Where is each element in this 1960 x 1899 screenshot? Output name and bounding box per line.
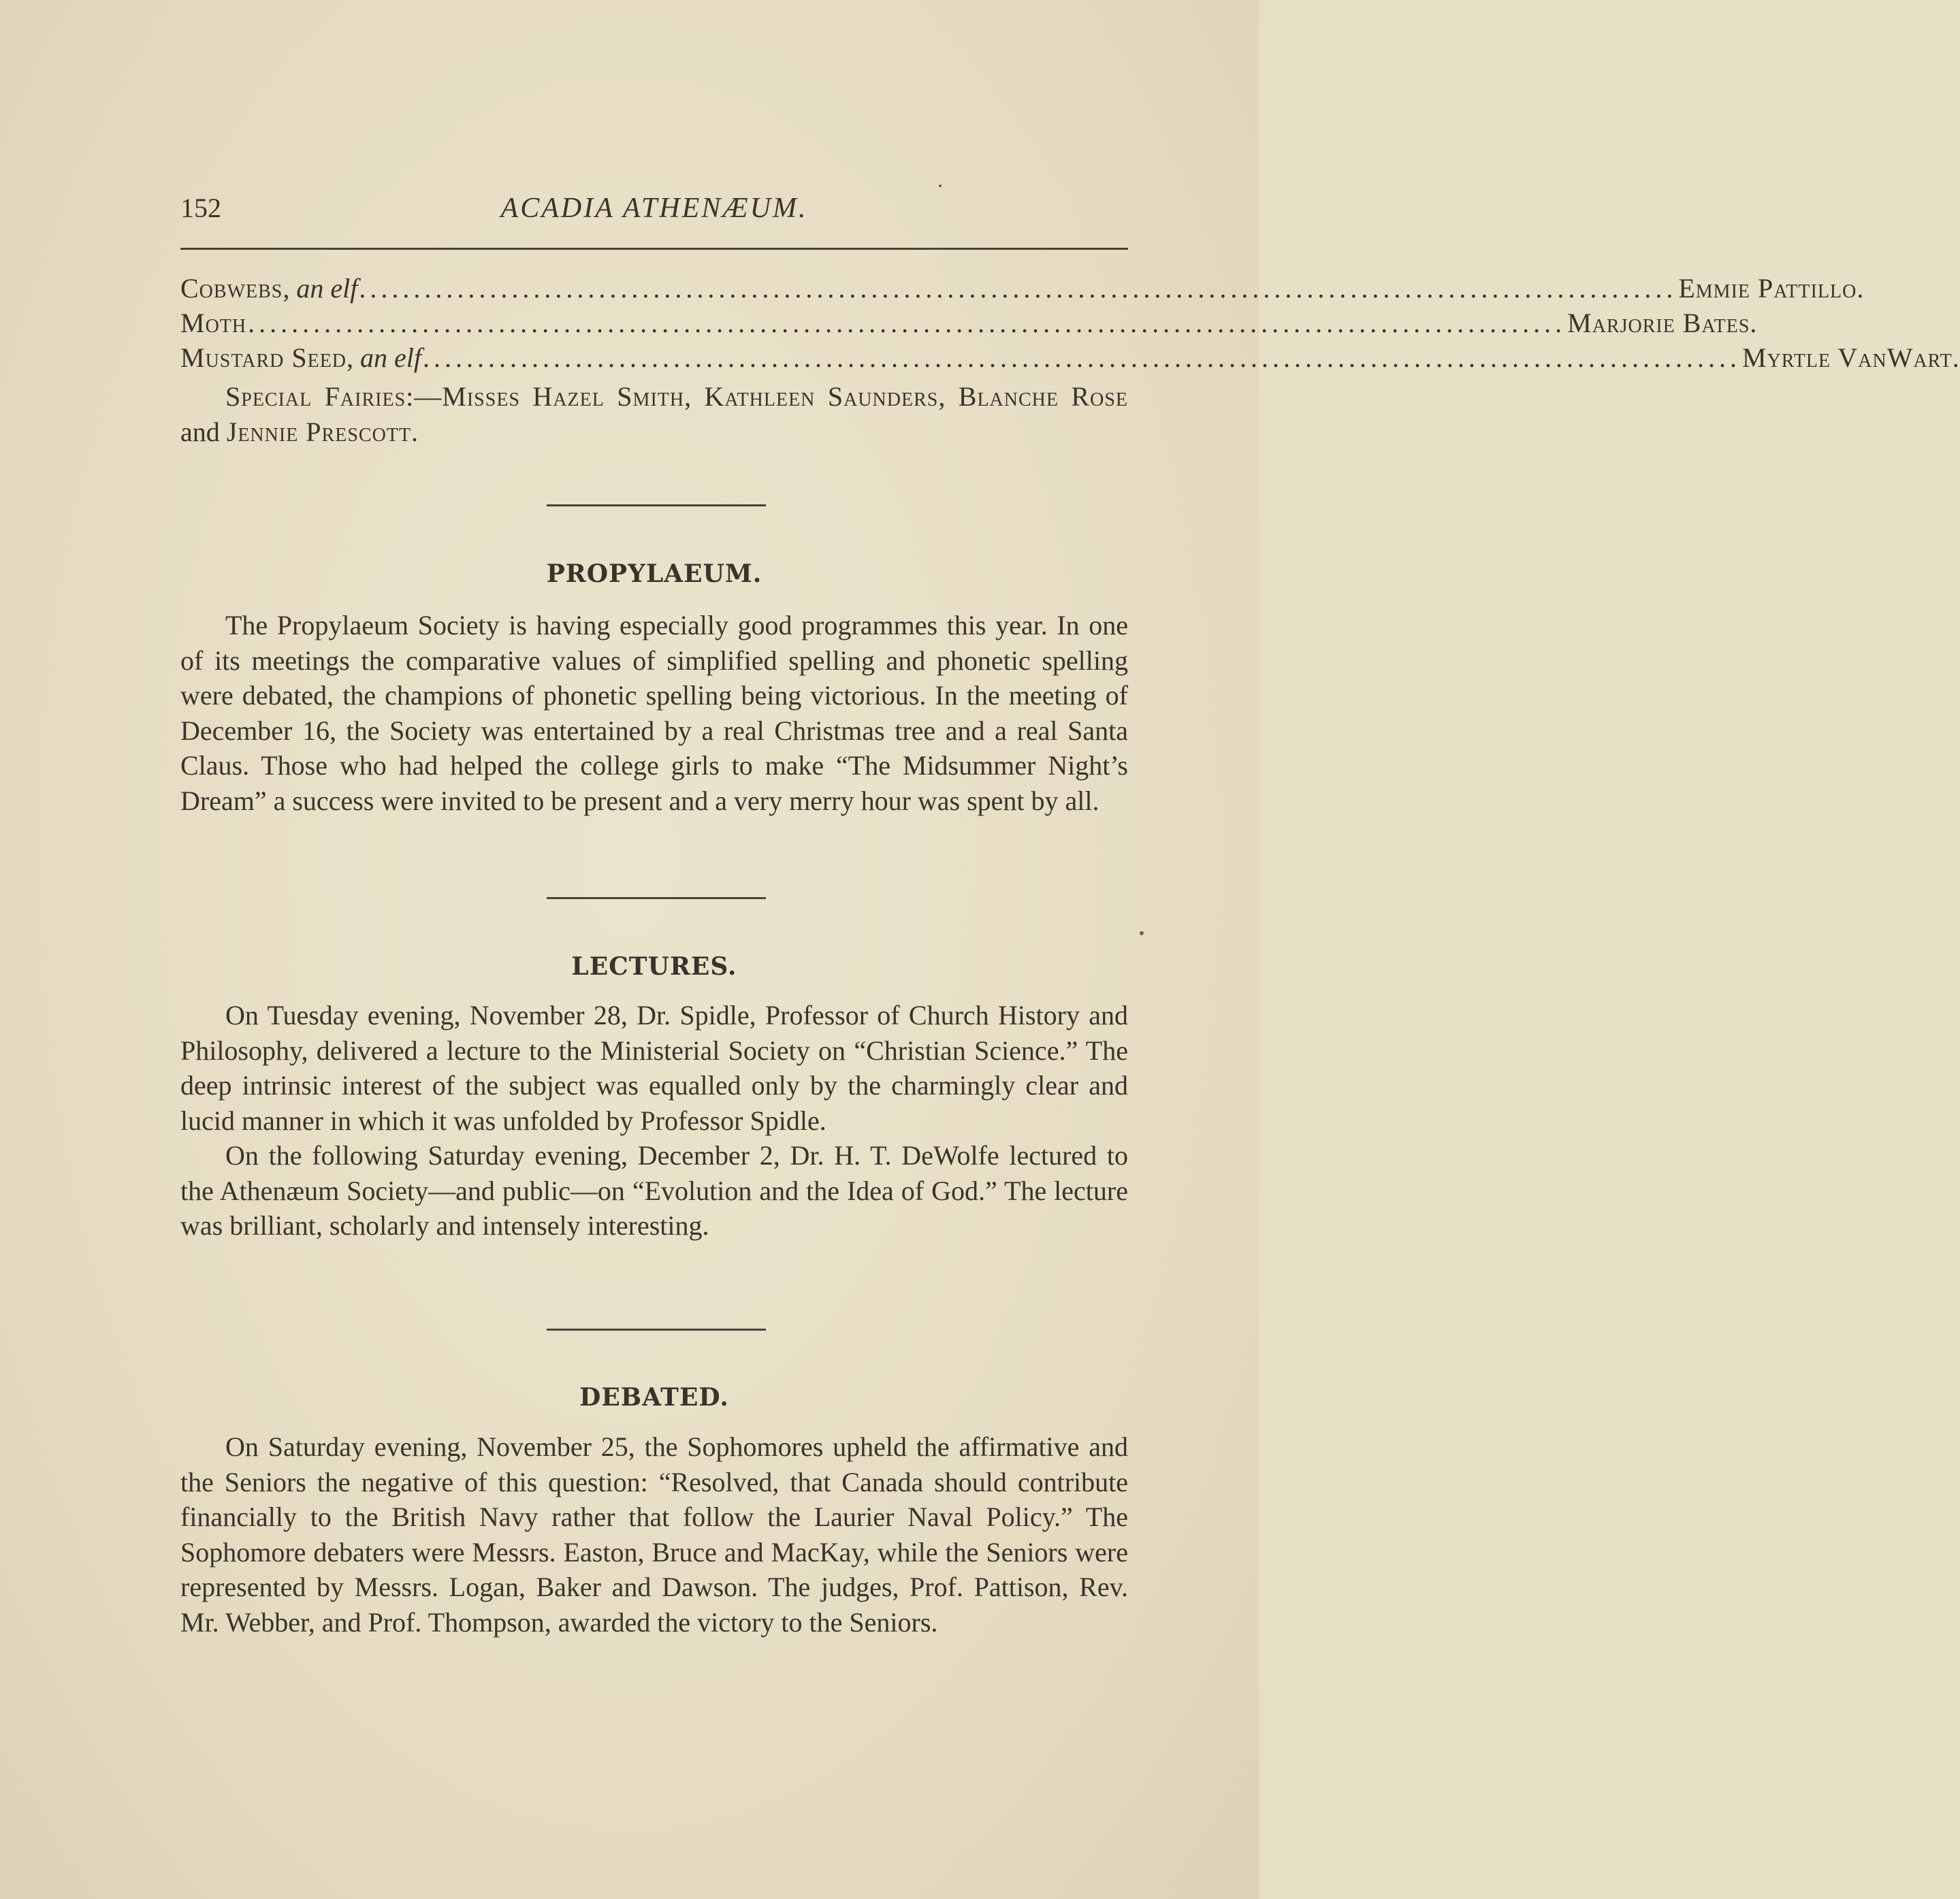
leader-dots: .........................................................................................................................	[359, 273, 1677, 304]
section-title-lectures: LECTURES.	[571, 952, 737, 981]
cast-note: an elf	[360, 342, 421, 373]
cast-line	[180, 306, 1758, 340]
section-body-debated	[180, 1429, 1128, 1640]
leader-dots: .........................................................................................................................	[248, 308, 1567, 338]
running-head	[180, 192, 1128, 233]
cast-actor: Emmie Pattillo.	[1678, 273, 1865, 304]
special-fairies	[180, 379, 1128, 450]
section-divider	[547, 897, 766, 899]
cast-line: Cobwebs , an elf ......................................................................................................................... Emmie Pattillo.	[180, 271, 1128, 306]
paragraph: On Saturday evening, November 25, the Sophomores upheld the affirmative and the Seniors the negative of this question: “Resolved, that Canada should contribute financially to the British Navy rather that follow the Laurier Naval Policy.” The Sophomore debaters were Messrs. Easton, Bruce and MacKay, while the Seniors were represented by Messrs. Logan, Baker and Dawson. The judges, Prof. Pattison, Rev. Mr. Webber, and Prof. Thompson, awarded the victory to the Seniors.	[180, 1431, 1128, 1638]
paragraph: The Propylaeum Society is having especially good programmes this year. In one of its meetings the comparative values of simplified spelling and phonetic spelling were debated, the champions of phonetic spelling being victorious. In the meeting of December 16, the Society was entertained by a real Christmas tree and a real Santa Claus. Those who had helped the college girls to make “The Midsummer Night’s Dream” a success were invited to be present and a very merry hour was spent by all.	[180, 610, 1128, 816]
journal-title: ACADIA ATHENÆUM.	[500, 193, 808, 224]
section-body-propylaeum	[180, 608, 1128, 818]
section-title-debated: DEBATED.	[579, 1383, 729, 1412]
cast-actor: Myrtle VanWart.	[1742, 342, 1960, 373]
header-rule	[180, 248, 1128, 250]
cast-role: Moth	[180, 308, 247, 338]
page-number: 152	[180, 193, 221, 223]
paragraph: On Tuesday evening, November 28, Dr. Spidle, Professor of Church History and Philosophy, delivered a lecture to the Ministerial Society on “Christian Science.” The deep intrinsic interest of the subject was equalled only by the charmingly clear and lucid manner in which it was unfolded by Professor Spidle.	[180, 1000, 1128, 1136]
section-body-lectures	[180, 998, 1128, 1244]
section-divider	[547, 1329, 766, 1331]
cast-line: Mustard Seed , an elf ......................................................................................................................... Myrtle VanWart.	[180, 340, 1128, 375]
cast-note: an elf	[296, 273, 358, 304]
special-fairies-and: and	[180, 417, 227, 447]
special-fairies-names: —Misses Hazel Smith, Kathleen Saunders, Blanche Rose	[414, 381, 1129, 412]
section-title-propylaeum: PROPYLAEUM.	[546, 559, 762, 588]
cast-role: Mustard Seed	[180, 342, 347, 373]
cast-role: Cobwebs	[180, 273, 283, 304]
special-fairies-label: Special Fairies:	[225, 381, 415, 412]
cast-list	[180, 271, 1960, 450]
paper-speck	[939, 184, 942, 187]
special-fairies-last: Jennie Prescott.	[226, 417, 419, 447]
section-divider	[547, 504, 766, 506]
paper-speck	[1140, 931, 1144, 935]
leader-dots: .........................................................................................................................	[423, 342, 1741, 373]
paragraph: On the following Saturday evening, December 2, Dr. H. T. DeWolfe lectured to the Athenæum Society—and public—on “Evolution and the Idea of God.” The lecture was brilliant, scholarly and intensely interesting.	[180, 1140, 1128, 1241]
cast-actor: Marjorie Bates.	[1567, 308, 1758, 338]
